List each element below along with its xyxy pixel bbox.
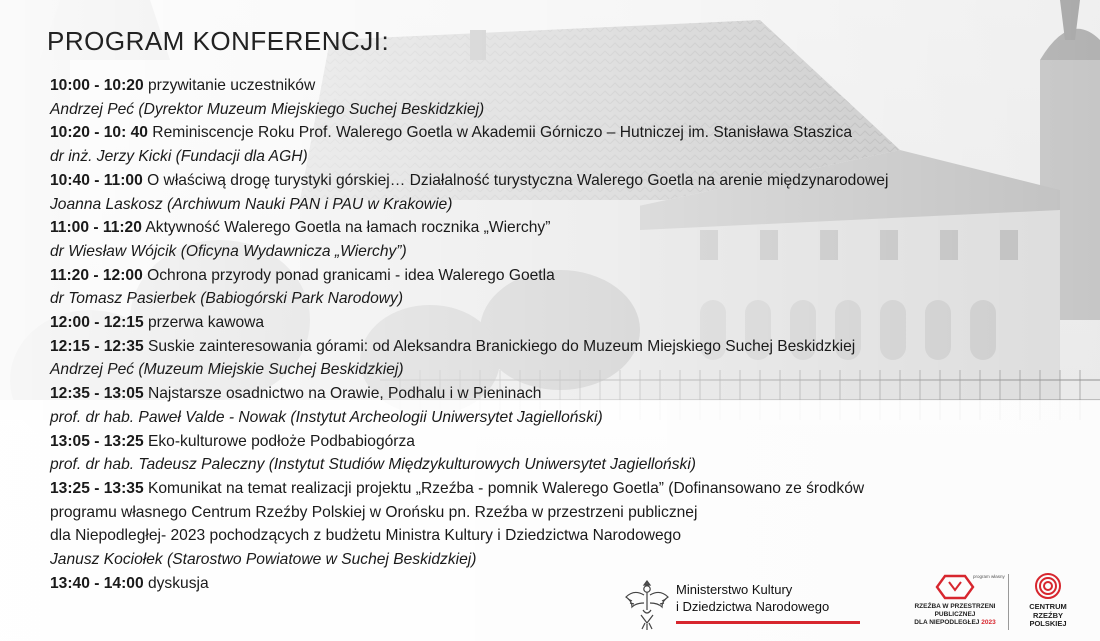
program-note: program własny (973, 574, 1005, 579)
rzezba-logo-line2: PUBLICZNEJ (934, 611, 976, 618)
session-speaker: Andrzej Peć (Dyrektor Muzeum Miejskiego Suchej Beskidzkiej) (50, 100, 485, 118)
session-time: 10:00 - 10:20 (50, 77, 144, 94)
program-list (50, 74, 1050, 595)
session-time: 13:40 - 14:00 (50, 574, 144, 592)
session-title: Suskie zainteresowania górami: od Aleksandra Branickiego do Muzeum Miejskiego Suchej Beskidzkiej (143, 337, 856, 355)
session-speaker: prof. dr hab. Tadeusz Paleczny (Instytut Studiów Międzykulturowych Uniwersytet Jagielloński) (50, 456, 696, 474)
program-line (50, 216, 1050, 240)
session-time: 10:40 - 11:00 (50, 171, 143, 189)
session-title: O właściwą drogę turystyki górskiej… Działalność turystyczna Walerego Goetla na arenie międzynarodowej (142, 171, 889, 189)
program-line (50, 335, 1050, 359)
session-speaker: dr Wiesław Wójcik (Oficyna Wydawnicza „Wierchy”) (50, 242, 407, 260)
session-speaker: Andrzej Peć (Muzeum Miejskie Suchej Beskidzkiej) (50, 361, 404, 379)
crp-logo-text (1012, 603, 1084, 629)
session-title: Aktywność Walerego Goetla na łamach rocznika „Wierchy” (141, 219, 551, 237)
crp-logo-line1: CENTRUM (1029, 602, 1067, 611)
session-title: Najstarsze osadnictwo na Orawie, Podhalu i w Pieninach (143, 385, 542, 403)
ministry-name (676, 581, 829, 615)
program-line (50, 169, 1050, 193)
rzezba-logo-line3-text: DLA NIEPODLEGŁEJ (914, 619, 980, 626)
program-line (50, 430, 1050, 454)
crp-logo-line3: POLSKIEJ (1029, 619, 1067, 628)
program-line (50, 311, 1050, 335)
session-time: 11:00 - 11:20 (50, 219, 142, 237)
session-time: 12:15 - 12:35 (50, 337, 144, 355)
session-speaker: Joanna Laskosz (Archiwum Nauki PAN i PAU w Krakowie) (50, 195, 453, 213)
crp-logo-line2: RZEŹBY (1033, 610, 1063, 620)
program-line (50, 572, 1050, 596)
session-time: 12:35 - 13:05 (50, 385, 144, 403)
session-title: Komunikat na temat realizacji projektu „Rzeźba - pomnik Walerego Goetla” (Dofinansowano ze środków (143, 479, 865, 497)
session-title: dyskusja (143, 574, 209, 592)
session-speaker: prof. dr hab. Paweł Valde - Nowak (Instytut Archeologii Uniwersytet Jagielloński) (50, 408, 603, 426)
session-speaker: Janusz Kociołek (Starostwo Powiatowe w Suchej Beskidzkiej) (50, 551, 477, 569)
concentric-circles-logo-icon (1012, 572, 1084, 602)
rzezba-logo-year: 2023 (981, 619, 996, 626)
session-time: 13:05 - 13:25 (50, 432, 144, 450)
polish-eagle-icon (624, 575, 670, 631)
program-line-continued: dla Niepodległej- 2023 pochodzących z budżetu Ministra Kultury i Dziedzictwa Narodowego (50, 527, 682, 545)
session-title: Reminiscencje Roku Prof. Walerego Goetla w Akademii Górniczo – Hutniczej im. Stanisława Staszica (147, 124, 852, 142)
rzezba-program-logo (905, 572, 1005, 634)
session-time: 12:00 - 12:15 (50, 314, 144, 332)
program-line (50, 74, 1050, 98)
session-speaker: dr inż. Jerzy Kicki (Fundacji dla AGH) (50, 148, 308, 166)
rzezba-logo-line3 (905, 619, 1005, 627)
session-title: Ochrona przyrody ponad granicami - idea Walerego Goetla (142, 266, 555, 284)
session-title: Eko-kulturowe podłoże Podbabiogórza (143, 432, 415, 450)
ministry-name-line1: Ministerstwo Kultury (676, 582, 793, 597)
logo-divider (1008, 574, 1009, 630)
program-line (50, 477, 1050, 501)
program-line (50, 382, 1050, 406)
session-time: 11:20 - 12:00 (50, 266, 143, 284)
ministry-red-rule (676, 621, 860, 624)
program-line-continued: programu własnego Centrum Rzeźby Polskiej w Orońsku pn. Rzeźba w przestrzeni publicznej (50, 503, 698, 521)
session-speaker: dr Tomasz Pasierbek (Babiogórski Park Narodowy) (50, 290, 404, 308)
session-title: przywitanie uczestników (143, 77, 316, 94)
crp-logo (1012, 572, 1084, 634)
rzezba-logo-line1: RZEŹBA W PRZESTRZENI (914, 603, 996, 610)
session-time: 13:25 - 13:35 (50, 479, 144, 497)
page-title: PROGRAM KONFERENCJI: (47, 26, 390, 56)
session-time: 10:20 - 10: 40 (50, 124, 148, 142)
session-title: przerwa kawowa (143, 314, 265, 332)
program-line (50, 121, 1050, 145)
ministry-name-line2: i Dziedzictwa Narodowego (676, 599, 830, 614)
rzezba-logo-text (905, 603, 1005, 627)
program-line (50, 264, 1050, 288)
ministry-logo (624, 573, 860, 633)
